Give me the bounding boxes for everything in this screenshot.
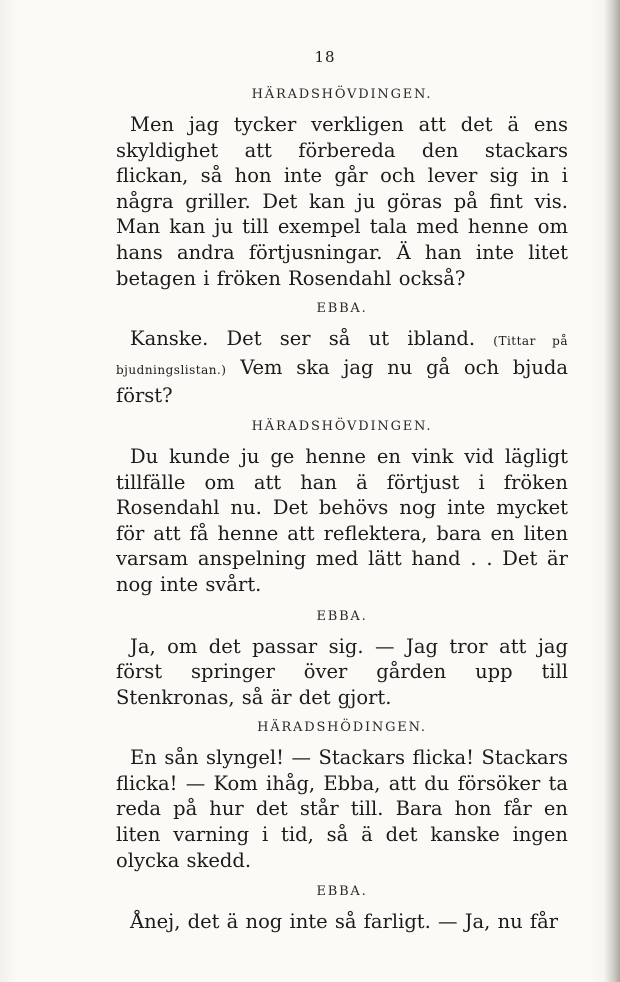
stage-direction: (Tittar på bjudningslistan.): [116, 334, 568, 377]
speaker-heading: HÄRADSHÖVDINGEN.: [251, 418, 433, 434]
page-number: 18: [314, 48, 336, 66]
speaker-heading: HÄRADSHÖDINGEN.: [257, 720, 427, 736]
speaker-heading: EBBA.: [316, 608, 368, 624]
speaker-heading: EBBA.: [316, 884, 368, 900]
dialogue-text: Vem ska jag nu gå och bjuda först?: [116, 355, 569, 408]
speaker-heading: EBBA.: [316, 301, 368, 317]
speaker-heading: HÄRADSHÖVDINGEN.: [251, 87, 433, 102]
dialogue-paragraph: Du kunde ju ge henne en vink vid lägligt tillfälle om att han ä förtjust i fröken Rosendahl nu. Det behövs nog inte mycket för att få henne att reflektera, bara en liten varsam anspelning med lätt hand . . Det är nog inte svårt.: [116, 444, 568, 596]
play-text-column: [116, 84, 568, 942]
dialogue-paragraph: Ånej, det ä nog inte så farligt. — Ja, nu får: [130, 910, 559, 934]
dialogue-paragraph: Ja, om det passar sig. — Jag tror att jag först springer över gården upp till Stenkronas, så är det gjort.: [116, 634, 568, 709]
dialogue-paragraph: En sån slyngel! — Stackars flicka! Stackars flicka! — Kom ihåg, Ebba, att du försöker ta reda på hur det står till. Bara hon får en liten varning i tid, så ä det kanske ingen olycka skedd.: [116, 746, 568, 872]
dialogue-text: Kanske. Det ser så ut ibland.: [130, 327, 476, 351]
dialogue-paragraph: [116, 326, 568, 409]
page-spine-shadow: [604, 0, 620, 982]
dialogue-paragraph: Men jag tycker verkligen att det ä ens skyldighet att förbereda den stackars flickan, så hon inte går och lever sig in i några griller. Det kan ju göras på fint vis. Man kan ju till exempel tala med henne om hans andra förtjusningar. Ä han inte litet betagen i fröken Rosendahl också?: [116, 113, 568, 290]
